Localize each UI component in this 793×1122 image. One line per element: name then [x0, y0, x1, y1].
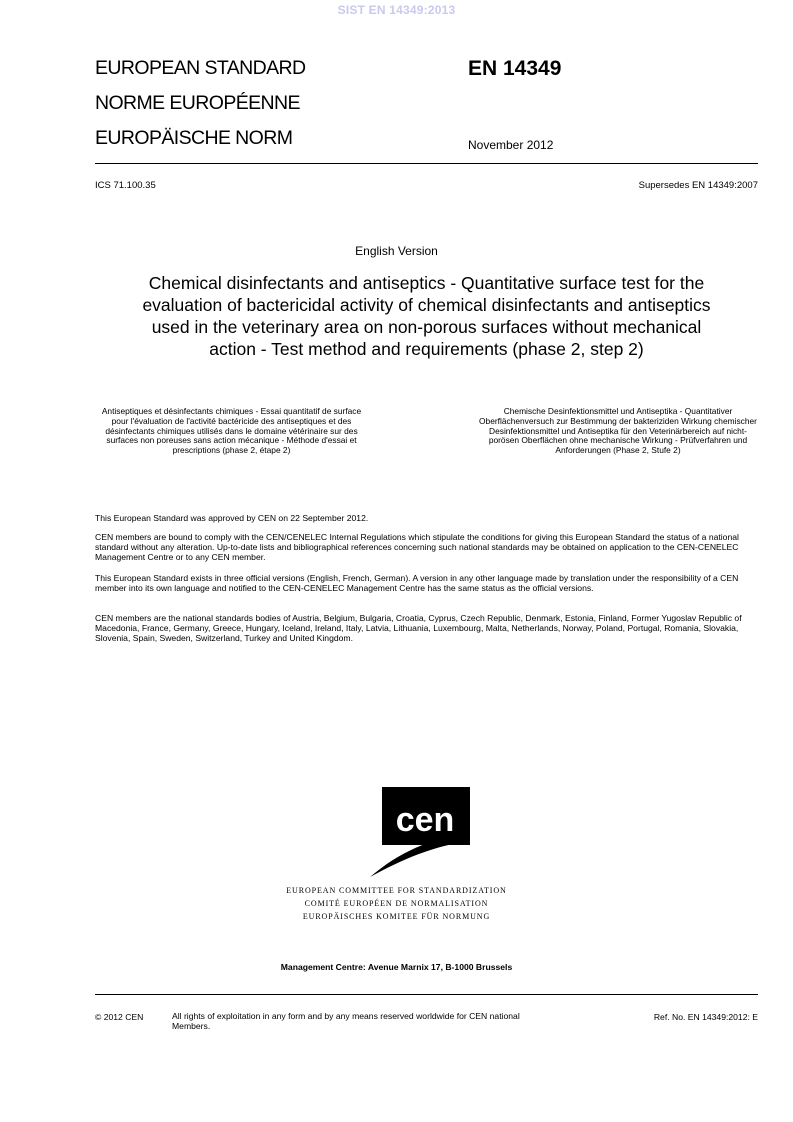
- approval-paragraph: This European Standard was approved by CEN on 22 September 2012.: [95, 513, 369, 523]
- copyright: © 2012 CEN: [95, 1012, 144, 1022]
- standard-title-fr: NORME EUROPÉENNE: [95, 92, 300, 114]
- standard-title-de: EUROPÄISCHE NORM: [95, 127, 293, 149]
- french-title: Antiseptiques et désinfectants chimiques - Essai quantitatif de surface pour l'évaluation de l'activité bactéricide des antiseptiques et des désinfectants chimiques utilisés dans le domaine vétérinaire sur des surfaces non poreuses sans action mécanique - Méthode d'essai et prescriptions (phase 2, étape 2): [101, 406, 362, 456]
- german-title: Chemische Desinfektionsmittel und Antiseptika - Quantitativer Oberflächenversuch zur Bestimmung der bakteriziden Wirkung chemischer Desinfektionsmittel und Antiseptika für den Veterinärbereich auf nicht-porösen Oberflächen ohne mechanische Wirkung - Prüfverfahren und Anforderungen (Phase 2, Stufe 2): [479, 406, 757, 456]
- committee-name-en: EUROPEAN COMMITTEE FOR STANDARDIZATION: [286, 886, 507, 895]
- standard-number: EN 14349: [468, 57, 562, 80]
- rights-notice: All rights of exploitation in any form and by any means reserved worldwide for CEN national Members.: [172, 1011, 520, 1031]
- versions-paragraph: This European Standard exists in three official versions (English, French, German). A version in any other language made by translation under the responsibility of a CEN member into its own language and notified to the CEN-CENELEC Management Centre has the same status as the official versions.: [95, 573, 739, 593]
- management-centre: Management Centre: Avenue Marnix 17, B-1000 Brussels: [280, 962, 513, 972]
- supersedes-note: Supersedes EN 14349:2007: [638, 180, 758, 191]
- committee-name-de: EUROPÄISCHES KOMITEE FÜR NORMUNG: [302, 912, 491, 921]
- version-note: English Version: [355, 244, 438, 258]
- cen-logo-text: cen: [395, 801, 455, 839]
- footer-divider: [95, 994, 758, 995]
- watermark: SIST EN 14349:2013: [337, 3, 456, 17]
- members-paragraph: CEN members are the national standards bodies of Austria, Belgium, Bulgaria, Croatia, Cyprus, Czech Republic, Denmark, Estonia, Finland, Former Yugoslav Republic of Macedonia, France, Germany, Greece, Hungary, Iceland, Ireland, Italy, Latvia, Lithuania, Luxembourg, Malta, Netherlands, Norway, Poland, Portugal, Romania, Slovakia, Slovenia, Spain, Sweden, Switzerland, Turkey and United Kingdom.: [95, 613, 742, 643]
- ics-code: ICS 71.100.35: [95, 180, 156, 191]
- document-title: Chemical disinfectants and antiseptics - Quantitative surface test for the evaluation of bactericidal activity of chemical disinfectants and antiseptics used in the veterinary area on non-porous surfaces without mechanical action - Test method and requirements (phase 2, step 2): [142, 273, 711, 359]
- standard-title-en: EUROPEAN STANDARD: [95, 57, 306, 79]
- publication-date: November 2012: [468, 138, 554, 152]
- compliance-paragraph: CEN members are bound to comply with the CEN/CENELEC Internal Regulations which stipulate the conditions for giving this European Standard the status of a national standard without any alteration. Up-to-date lists and bibliographical references concerning such national standards may be obtained on application to the CEN-CENELEC Management Centre or to any CEN member.: [95, 532, 739, 562]
- reference-number: Ref. No. EN 14349:2012: E: [653, 1012, 758, 1022]
- header-divider: [95, 163, 758, 164]
- cen-logo-icon: [370, 787, 470, 877]
- committee-name-fr: COMITÉ EUROPÉEN DE NORMALISATION: [304, 899, 489, 908]
